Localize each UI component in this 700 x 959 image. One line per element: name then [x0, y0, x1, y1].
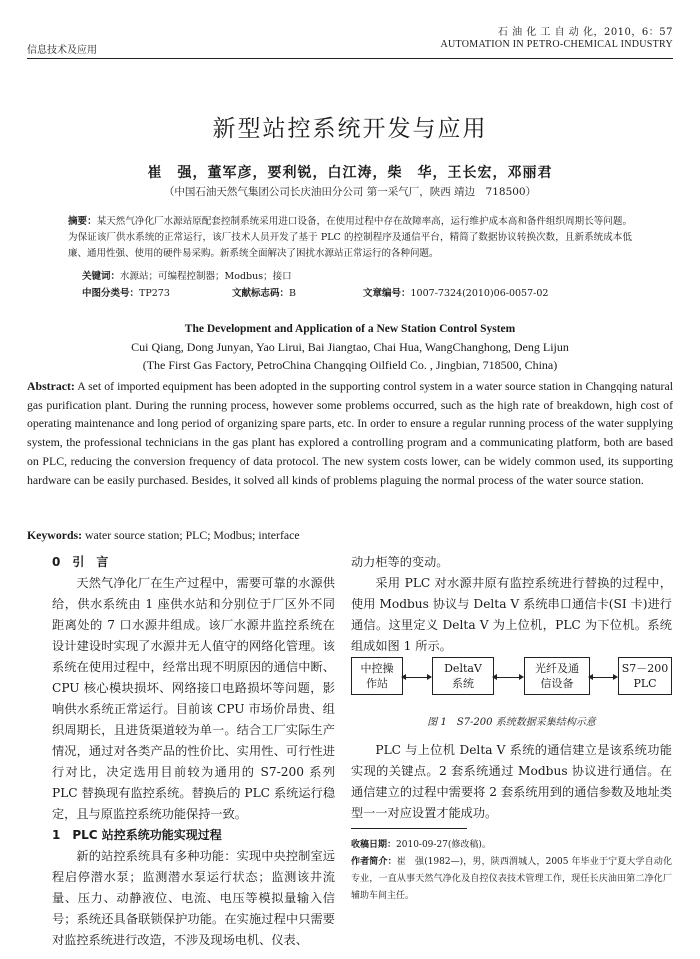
received-value: 2010-09-27(修改稿)。	[396, 840, 491, 850]
right-paragraph-2: PLC 与上位机 Delta V 系统的通信建立是该系统功能实现的关键点。2 套系统通过 Modbus 协议进行通信。在通信建立的过程中需要将 2 套系统用到的通信参数及地址类型一一对应设置才能成功。	[351, 743, 672, 820]
author-bio-text: 崔 强(1982—)，男，陕西渭城人，2005 年毕业于宁夏大学自动化专业，一直从事天然气净化及自控仪表技术管理工作，现任长庆油田第二净化厂辅助车间主任。	[351, 857, 672, 901]
english-abstract	[27, 377, 673, 489]
article-no-label: 文章编号：	[363, 288, 411, 299]
diagram-box-control-station-line1: 中控操	[360, 662, 394, 675]
diagram-arrow-3	[590, 677, 616, 678]
clc-value: TP273	[139, 288, 170, 299]
article-no-value: 1007-7324(2010)06-0057-02	[410, 288, 549, 299]
left-column	[52, 552, 335, 951]
diagram-box-fiber-line1: 光纤及通	[535, 662, 579, 675]
right-paragraph-1: 采用 PLC 对水源井原有监控系统进行替换的过程中，使用 Modbus 协议与 Delta V 系统串口通信卡(SI 卡)进行通信。这里定义 Delta V 为上位机，PLC 为下位机。系统组成如图 1 所示。	[351, 576, 672, 653]
right-column-bottom	[351, 740, 672, 824]
diagram-box-control-station	[351, 657, 403, 695]
diagram-box-deltav-line1: DeltaV	[444, 662, 482, 675]
author-bio-label: 作者简介：	[351, 857, 397, 867]
section-0-paragraph: 天然气净化厂在生产过程中，需要可靠的水源供给，供水系统由 1 座供水站和分别位于厂区外不同距离处的 7 口水源井组成。该厂水源井监控系统在设计建设时实现了水源井无人值守的网络化管理。该系统在使用过程中，经常出现不明原因的通信中断、CPU 核心模块损坏、网络接口电路损坏等问题，影响供水系统正常运行。目前该 CPU 市场价昂贵、组织周期长，且进货渠道较为单一。结合工厂实际生产情况，通过对各类产品的性价比、实用性、可行性进行对比，决定选用目前较为通用的 S7-200 系列 PLC 替换现有监控系统。替换后的 PLC 系统运行稳定，且与原监控系统功能保持一致。	[52, 576, 335, 821]
section-1-heading: 1 PLC 站控系统功能实现过程	[52, 828, 222, 842]
figure-1-caption: 图 1 S7-200 系统数据采集结构示意	[427, 717, 596, 728]
diagram-box-deltav-line2: 系统	[452, 677, 474, 690]
diagram-box-plc-line2: PLC	[633, 677, 657, 690]
abstract-cn	[68, 214, 632, 262]
footnote-divider	[351, 828, 467, 829]
author-list: 崔 强，董军彦，要利锐，白江涛，柴 华，王长宏，邓丽君	[147, 165, 553, 181]
english-abstract-text: A set of imported equipment has been adopted in the supporting control system in a water source station in Changqing natural gas purification plant. During the running process, however some problems occurred, such as the high rate of breakdown, high cost of operating maintenance and long period of organizing spare parts, etc. In order to ensure a regular running process of the water supplying system, the professional technicians in the gas plant has explored a controlling program and a communicating platform, both are based on PLC, reducing the conversion frequency of data protocol. The new system costs lower, can be widely common used, its supporting hardware can be easily purchased. Besides, it solved all kinds of problems plaguing the normal process of the water source station.	[27, 379, 673, 487]
journal-name-cn: 石 油 化 工 自 动 化，2010，6：57	[497, 27, 673, 38]
english-affiliation: (The First Gas Factory, PetroChina Changqing Oilfield Co. , Jingbian, 718500, China)	[142, 358, 558, 372]
english-title: The Development and Application of a New Station Control System	[184, 323, 516, 335]
abstract-cn-text: 某天然气净化厂水源站原配套控制系统采用进口设备，在使用过程中存在故障率高，运行维护成本高和备件组织周期长等问题。为保证该厂供水系统的正常运行，该厂技术人员开发了基于 PLC 的控制程序及通信平台，精简了数据协议转换次数，且新系统成本低廉、通用性强、使用的硬件易采购。新系统全面解决了困扰水源站正常运行的各种问题。	[68, 216, 632, 259]
diagram-box-fiber-line2: 信设备	[540, 677, 574, 690]
figure-1-diagram	[351, 655, 672, 701]
section-0-heading: 0 引 言	[52, 555, 109, 569]
journal-header	[441, 27, 674, 51]
diagram-box-control-station-line2: 作站	[366, 677, 388, 690]
footnote	[351, 837, 672, 905]
diagram-box-plc	[618, 657, 672, 695]
english-authors: Cui Qiang, Dong Junyan, Yao Lirui, Bai Jiangtao, Chai Hua, WangChanghong, Deng Lijun	[131, 340, 569, 354]
english-keywords-label: Keywords:	[27, 528, 83, 542]
received-label: 收稿日期：	[351, 840, 397, 850]
english-keywords-text: water source station; PLC; Modbus; interface	[82, 528, 300, 542]
section-label: 信息技术及应用	[27, 45, 97, 56]
diagram-arrow-2	[494, 677, 522, 678]
diagram-box-plc-line1: S7－200	[621, 662, 669, 675]
right-paragraph-continued: 动力柜等的变动。	[351, 555, 449, 569]
doc-code-label: 文献标志码：	[232, 288, 290, 299]
section-1-paragraph: 新的站控系统具有多种功能：实现中央控制室远程启停潜水泵；监测潜水泵运行状态；监测该井流量、压力、动静液位、电流、电压等模拟量输入信号；系统还具备联锁保护功能。在实施过程中只需要对监控系统进行改造，不涉及现场电机、仪表、	[52, 849, 335, 947]
keywords-cn	[82, 268, 292, 282]
article-title: 新型站控系统开发与应用	[212, 116, 488, 142]
diagram-box-fiber	[524, 657, 590, 695]
keywords-cn-label: 关键词：	[82, 271, 121, 282]
right-column-top	[351, 552, 672, 657]
affiliation: （中国石油天然气集团公司长庆油田分公司 第一采气厂，陕西 靖边 718500）	[163, 186, 537, 198]
keywords-cn-text: 水源站；可编程控制器；Modbus；接口	[120, 271, 292, 282]
english-keywords	[27, 528, 673, 543]
english-abstract-label: Abstract:	[27, 379, 75, 393]
doc-code-value: B	[289, 288, 296, 299]
clc-label: 中图分类号：	[82, 288, 140, 299]
header-divider	[27, 58, 673, 59]
journal-name-en: AUTOMATION IN PETRO-CHEMICAL INDUSTRY	[440, 39, 673, 50]
diagram-box-deltav	[432, 657, 494, 695]
abstract-cn-label: 摘要：	[68, 216, 97, 227]
diagram-arrow-1	[403, 677, 430, 678]
